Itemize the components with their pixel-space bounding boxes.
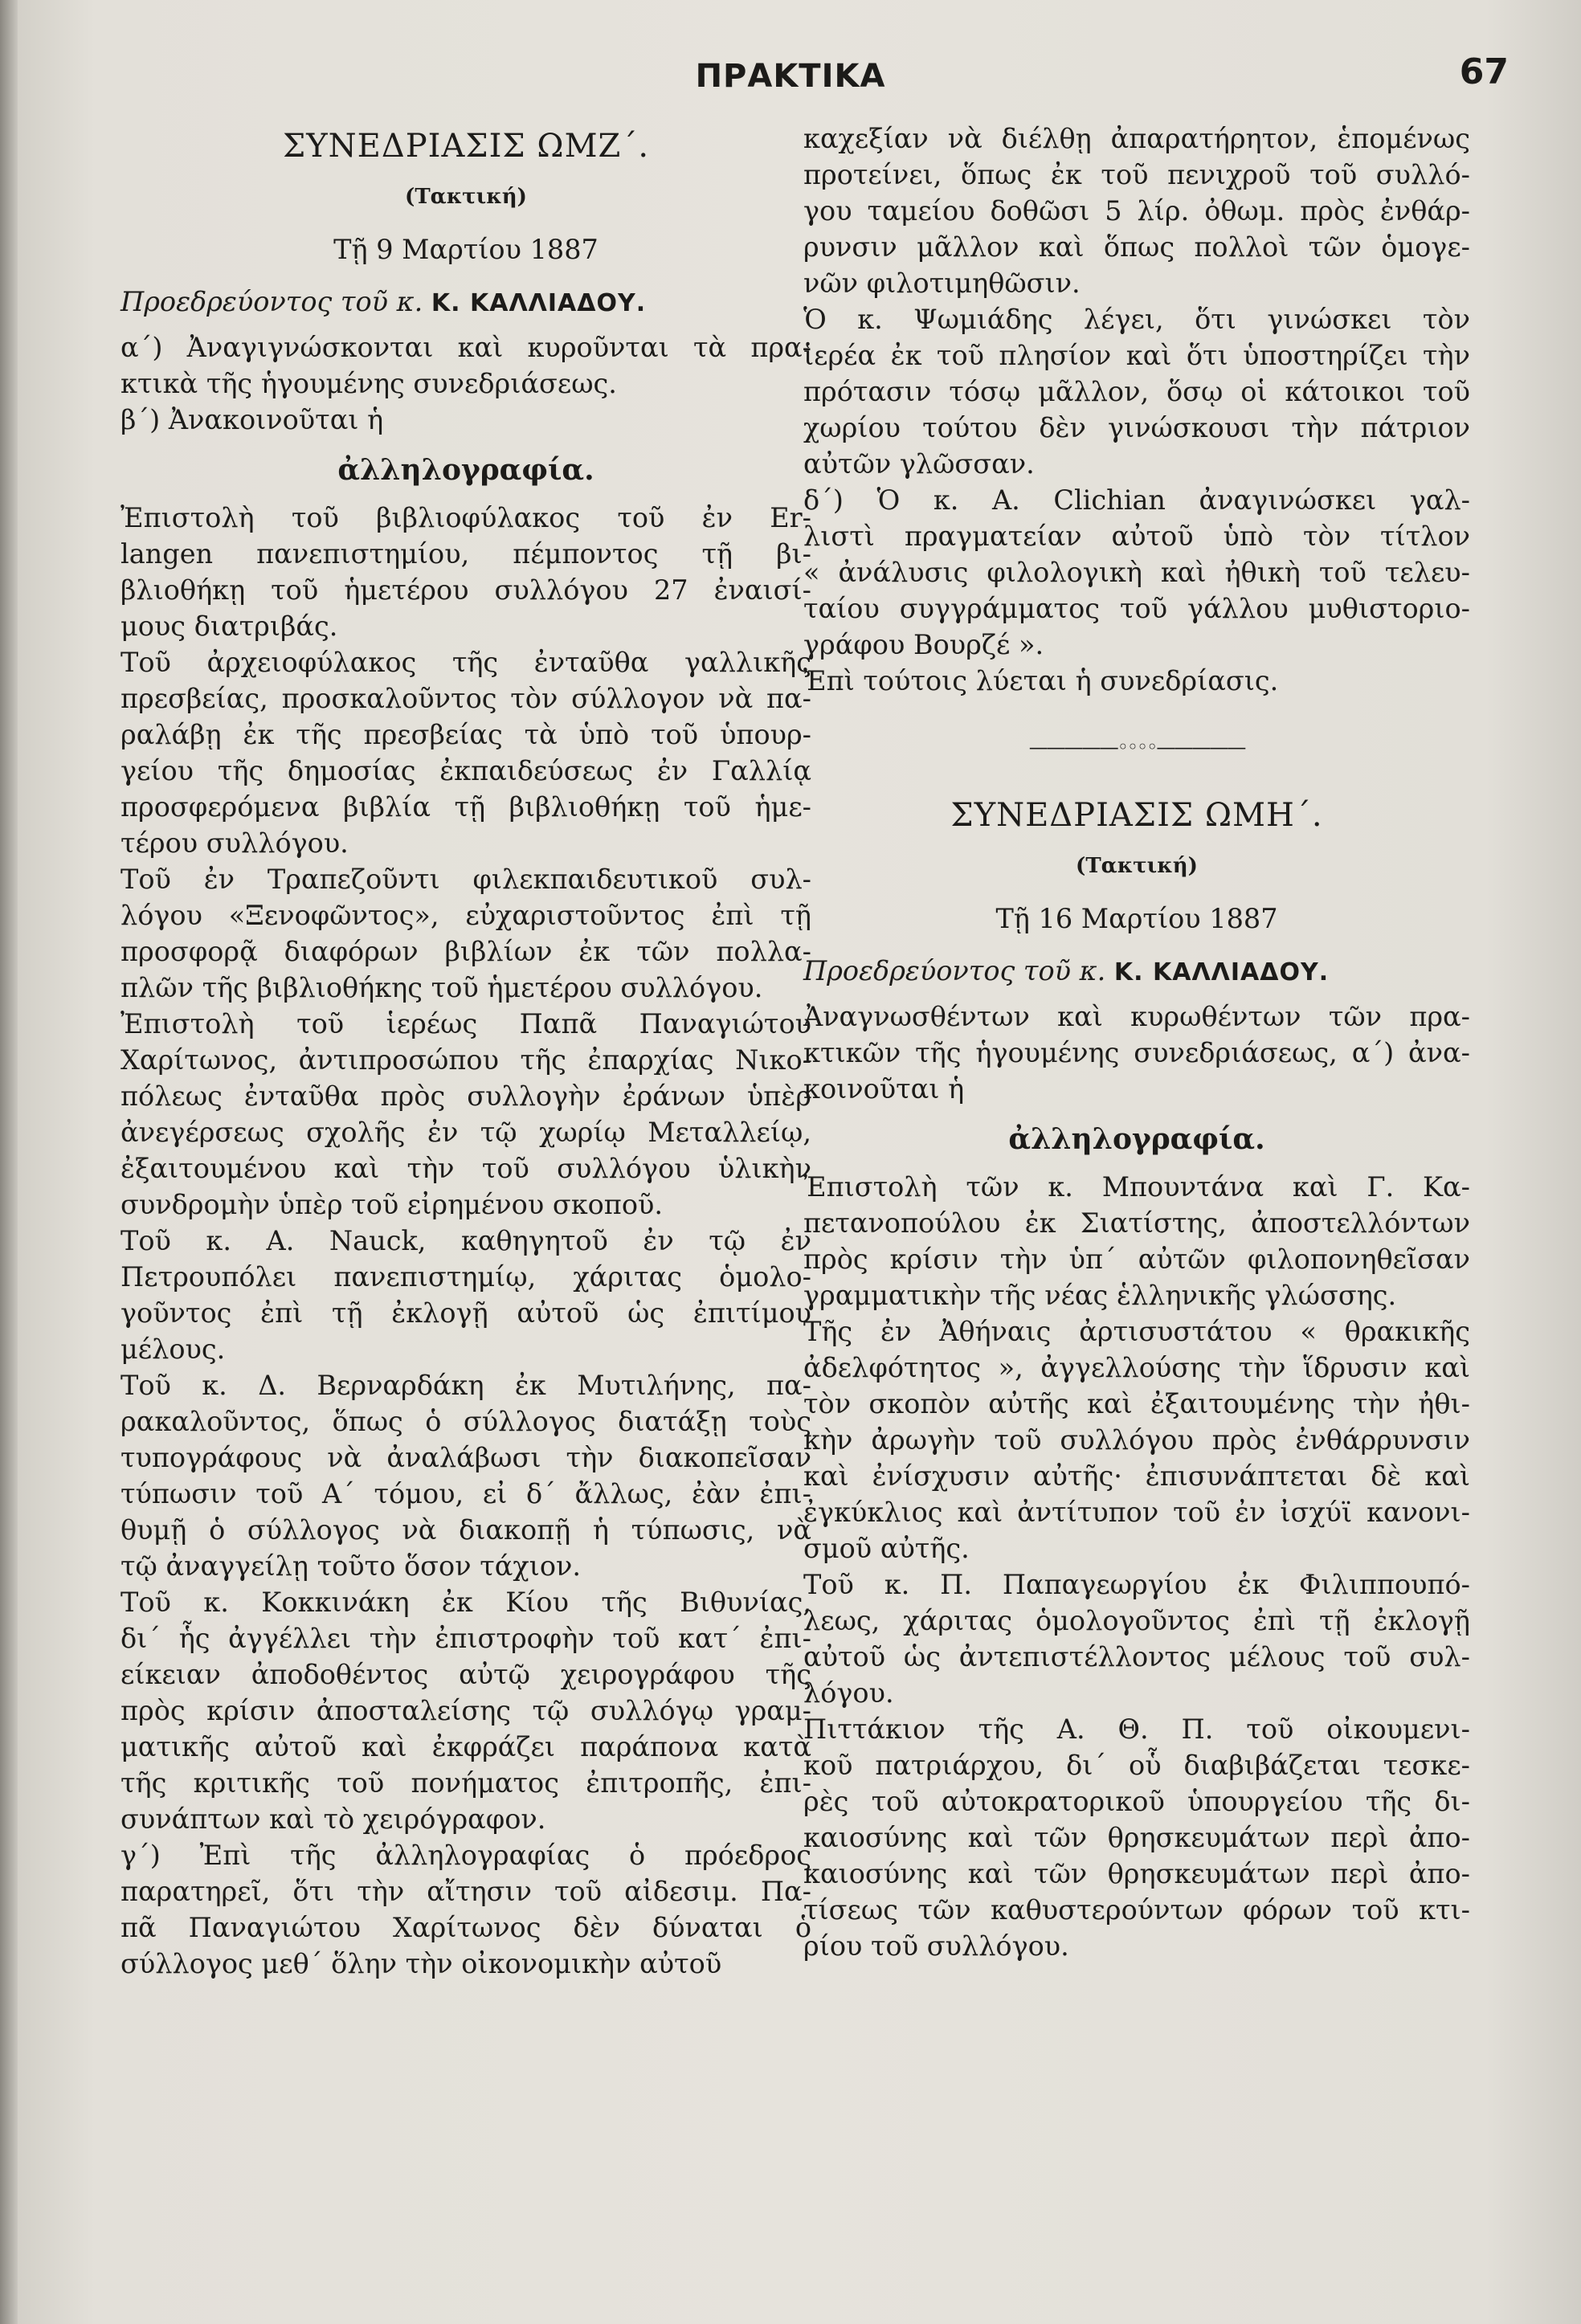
text-line: Ἐπὶ τούτοις λύεται ἡ συνεδρίασις. [803,665,1279,696]
text-line: λιστὶ πραγματείαν αὐτοῦ ὑπὸ τὸν τίτλον [803,521,1470,552]
text-line: Τοῦ ἀρχειοφύλακος τῆς ἐνταῦθα γαλλικῆς [121,647,811,678]
text-line: Τῆς ἐν Ἀθήναις ἀρτισυστάτου « θρακικῆς [803,1316,1470,1347]
text-line: Ἐπιστολὴ τοῦ ἱερέως Παπᾶ Παναγιώτου [121,1008,811,1039]
paragraph-block [803,999,1470,1107]
text-line: βλιοθήκῃ τοῦ ἡμετέρου συλλόγου 27 ἐναισί- [121,574,811,606]
text-line: Τοῦ κ. Α. Nauck, καθηγητοῦ ἐν τῷ ἐν [121,1225,811,1256]
text-line: ρακαλοῦντος, ὅπως ὁ σύλλογος διατάξῃ τοὺς [121,1406,811,1437]
paragraph-block [803,1169,1470,1964]
text-line: λόγου. [803,1677,894,1709]
session-date: Τῇ 9 Μαρτίου 1887 [333,234,598,265]
text-line: ρυνσιν μᾶλλον καὶ ὅπως πολλοὶ τῶν ὁμογε- [803,231,1470,263]
chair-prefix: Προεδρεύοντος τοῦ κ. [121,286,423,317]
text-line: πᾶ Παναγιώτου Χαρίτωνος δὲν δύναται ὁ [121,1912,811,1943]
session-type: (Τακτική) [405,185,527,209]
text-line: γείου τῆς δημοσίας ἐκπαιδεύσεως ἐν Γαλλίᾳ [121,755,811,786]
text-line: μέλους. [121,1334,226,1365]
chair-name: Κ. ΚΑΛΛΙΑΔΟΥ. [431,289,647,317]
text-line: πρότασιν τόσῳ μᾶλλον, ὅσῳ οἱ κάτοικοι τοῦ [803,376,1470,407]
text-line: καιοσύνης καὶ τῶν θρησκευμάτων περὶ ἀπο- [803,1822,1470,1853]
text-line: ραλάβῃ ἐκ τῆς πρεσβείας τὰ ὑπὸ τοῦ ὑπουρ- [121,719,811,750]
text-line: γ΄) Ἐπὶ τῆς ἀλληλογραφίας ὁ πρόεδρος [121,1840,811,1871]
section-divider: —————◦◦◦◦————— [1028,736,1245,758]
session-type: (Τακτική) [1076,854,1198,878]
text-line: κτικὰ τῆς ἡγουμένης συνεδριάσεως. [121,368,617,399]
text-line: Πετρουπόλει πανεπιστημίῳ, χάριτας ὁμολο- [121,1261,811,1293]
text-line: νῶν φιλοτιμηθῶσιν. [803,268,1081,299]
text-line: προτείνει, ὅπως ἐκ τοῦ πενιχροῦ τοῦ συλλό- [803,159,1470,190]
text-line: πρὸς κρίσιν τὴν ὑπ΄ αὐτῶν φιλοπονηθεῖσαν [803,1244,1470,1275]
text-line: τέρου συλλόγου. [121,827,349,859]
text-line: γραμματικὴν τῆς νέας ἑλληνικῆς γλώσσης. [803,1280,1397,1311]
text-line: κοῦ πατριάρχου, δι΄ οὗ διαβιβάζεται τεσκε- [803,1750,1470,1781]
text-line: ρὲς τοῦ αὐτοκρατορικοῦ ὑπουργείου τῆς δι- [803,1786,1470,1817]
text-line: δ΄) Ὁ κ. Α. Clichian ἀναγινώσκει γαλ- [803,484,1470,516]
text-line: ἀνεγέρσεως σχολῆς ἐν τῷ χωρίῳ Μεταλλείῳ, [121,1117,811,1148]
text-line: συνάπτων καὶ τὸ χειρόγραφον. [121,1803,546,1835]
text-line: λόγου «Ξενοφῶντος», εὐχαριστοῦντος ἐπὶ τῇ [121,900,811,931]
right-column [803,120,1470,1964]
text-line: θυμῇ ὁ σύλλογος νὰ διακοπῇ ἡ τύπωσις, νὰ [121,1514,811,1546]
text-line: Χαρίτωνος, ἀντιπροσώπου τῆς ἐπαρχίας Νικο- [121,1044,811,1076]
text-line: Ἐπιστολὴ τῶν κ. Μπουντάνα καὶ Γ. Κα- [803,1171,1470,1203]
session-title: ΣΥΝΕΔΡΙΑΣΙΣ ΩΜΗ΄. [950,797,1323,834]
text-line: ματικῆς αὐτοῦ καὶ ἐκφράζει παράπονα κατὰ [121,1731,811,1762]
chair-name: Κ. ΚΑΛΛΙΑΔΟΥ. [1113,958,1330,986]
session-date: Τῇ 16 Μαρτίου 1887 [995,903,1278,934]
text-line: αὐτοῦ ὡς ἀντεπιστέλλοντος μέλους τοῦ συλ- [803,1641,1470,1673]
book-spine-shadow [0,0,18,2324]
text-line: γράφου Βουρζέ ». [803,629,1044,660]
text-line: τὸν σκοπὸν αὐτῆς καὶ ἐξαιτουμένης τὴν ἠθι- [803,1388,1470,1419]
text-line: γου ταμείου δοθῶσι 5 λίρ. ὀθωμ. πρὸς ἐνθάρ- [803,195,1470,227]
text-line: παρατηρεῖ, ὅτι τὴν αἴτησιν τοῦ αἰδεσιμ. Πα- [121,1876,811,1907]
text-line: πλῶν τῆς βιβλιοθήκης τοῦ ἡμετέρου συλλόγου. [121,972,763,1003]
text-line: καχεξίαν νὰ διέλθῃ ἀπαρατήρητον, ἑπομένως [803,123,1470,154]
text-line: είκειαν ἀποδοθέντος αὐτῷ χειρογράφου τῆς [121,1659,811,1690]
text-line: ἐγκύκλιος καὶ ἀντίτυπον τοῦ ἐν ἰσχύϊ κανονι- [803,1497,1470,1528]
text-line: τίσεως τῶν καθυστερούντων φόρων τοῦ κτι- [803,1894,1470,1926]
text-line: πόλεως ἐνταῦθα πρὸς συλλογὴν ἐράνων ὑπὲρ [121,1080,811,1112]
text-line: « ἀνάλυσις φιλολογικὴ καὶ ἠθικὴ τοῦ τελευ- [803,557,1470,588]
text-line: πετανοπούλου ἐκ Σιατίστης, ἀποστελλόντων [803,1207,1470,1239]
text-line: Τοῦ ἐν Τραπεζοῦντι φιλεκπαιδευτικοῦ συλ- [121,864,811,895]
text-line: ἐξαιτουμένου καὶ τὴν τοῦ συλλόγου ὑλικὴν [121,1153,811,1184]
text-line: τῆς κριτικῆς τοῦ πονήματος ἐπιτροπῆς, ἐπι- [121,1767,811,1799]
text-line: πρὸς κρίσιν ἀποσταλείσης τῷ συλλόγῳ γραμ- [121,1695,811,1726]
text-line: τύπωσιν τοῦ Α΄ τόμου, εἰ δ΄ ἄλλως, ἐὰν ἐπι- [121,1478,811,1509]
text-line: Ἀναγνωσθέντων καὶ κυρωθέντων τῶν πρα- [803,1001,1470,1032]
paragraph-block [121,500,811,1982]
chair-line [121,284,811,321]
left-column [121,120,811,1982]
section-heading: ἀλληλογραφία. [1008,1122,1265,1156]
page-number: 67 [1459,51,1509,92]
text-line: ρίου τοῦ συλλόγου. [803,1930,1069,1962]
session-title: ΣΥΝΕΔΡΙΑΣΙΣ ΩΜΖ΄. [282,128,650,165]
chair-line [803,953,1470,990]
text-line: σύλλογος μεθ΄ ὅλην τὴν οἰκονομικὴν αὐτοῦ [121,1948,722,1979]
text-line: β΄) Ἀνακοινοῦται ἡ [121,404,384,435]
text-line: κτικῶν τῆς ἡγουμένης συνεδριάσεως, α΄) ἀνα- [803,1037,1470,1068]
text-line: καὶ ἐνίσχυσιν αὐτῆς· ἐπισυνάπτεται δὲ καὶ [803,1460,1470,1492]
text-line: Ἐπιστολὴ τοῦ βιβλιοφύλακος τοῦ ἐν Er- [121,502,811,533]
text-line: langen πανεπιστημίου, πέμποντος τῇ βι- [121,538,811,570]
text-line: Πιττάκιον τῆς Α. Θ. Π. τοῦ οἰκουμενι- [803,1713,1470,1745]
text-line: α΄) Ἀναγιγνώσκονται καὶ κυροῦνται τὰ πρα- [121,332,811,363]
text-line: χωρίου τούτου δὲν γινώσκουσι τὴν πάτριον [803,412,1470,443]
text-line: ἱερέα ἐκ τοῦ πλησίον καὶ ὅτι ὑποστηρίζει τὴν [803,340,1470,371]
text-line: γοῦντος ἐπὶ τῇ ἐκλογῇ αὐτοῦ ὡς ἐπιτίμου [121,1297,811,1329]
text-line: προσφερόμενα βιβλία τῇ βιβλιοθήκῃ τοῦ ἡμε- [121,791,811,823]
text-line: ἀδελφότητος », ἀγγελλούσης τὴν ἵδρυσιν καὶ [803,1352,1470,1383]
text-line: πρεσβείας, προσκαλοῦντος τὸν σύλλογον νὰ πα- [121,683,811,714]
text-line: ταίου συγγράμματος τοῦ γάλλου μυθιστοριο- [803,593,1470,624]
text-line: καιοσύνης καὶ τῶν θρησκευμάτων περὶ ἀπο- [803,1858,1470,1889]
paragraph-block [121,329,811,438]
chair-prefix: Προεδρεύοντος τοῦ κ. [803,955,1106,986]
text-line: τῷ ἀναγγείλῃ τοῦτο ὅσον τάχιον. [121,1550,582,1582]
text-line: Τοῦ κ. Π. Παπαγεωργίου ἐκ Φιλιππουπό- [803,1569,1470,1600]
text-line: λεως, χάριτας ὁμολογοῦντος ἐπὶ τῇ ἐκλογῇ [803,1605,1470,1636]
text-line: αὐτῶν γλῶσσαν. [803,448,1035,480]
text-line: Ὁ κ. Ψωμιάδης λέγει, ὅτι γινώσκει τὸν [803,304,1470,335]
running-header: ΠΡΑΚΤΙΚΑ [695,58,886,95]
text-line: Τοῦ κ. Δ. Βερναρδάκη ἐκ Μυτιλήνης, πα- [121,1370,811,1401]
text-line: προσφορᾷ διαφόρων βιβλίων ἐκ τῶν πολλα- [121,936,811,967]
text-line: κοινοῦται ἡ [803,1073,965,1105]
section-heading: ἀλληλογραφία. [337,453,594,487]
text-line: συνδρομὴν ὑπὲρ τοῦ εἰρημένου σκοποῦ. [121,1189,664,1220]
text-line: μους διατριβάς. [121,611,338,642]
text-line: κὴν ἀρωγὴν τοῦ συλλόγου πρὸς ἐνθάρρυνσιν [803,1424,1470,1456]
paragraph-block [803,120,1470,699]
text-line: Τοῦ κ. Κοκκινάκη ἐκ Κίου τῆς Βιθυνίας, [121,1587,811,1618]
text-line: τυπογράφους νὰ ἀναλάβωσι τὴν διακοπεῖσαν [121,1442,811,1473]
text-line: δι΄ ἧς ἀγγέλλει τὴν ἐπιστροφὴν τοῦ κατ΄ ἐπι- [121,1623,811,1654]
text-line: σμοῦ αὐτῆς. [803,1533,970,1564]
